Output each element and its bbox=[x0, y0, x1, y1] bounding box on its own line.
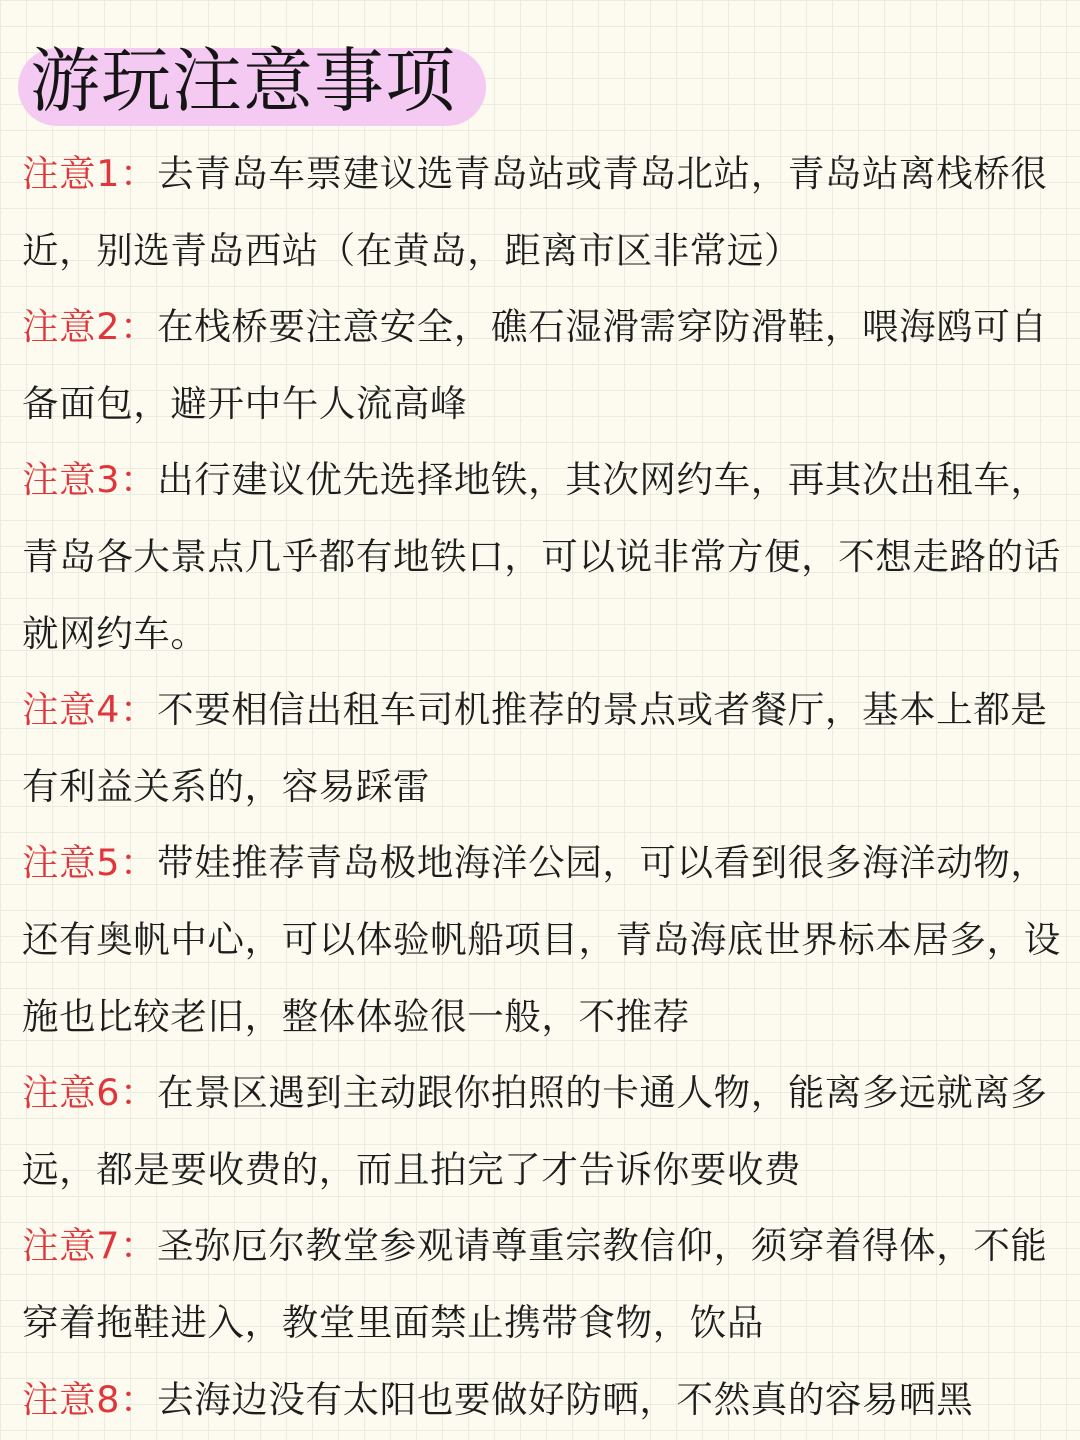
note-item-5 bbox=[22, 825, 1072, 1055]
page-title: 游玩注意事项 bbox=[30, 40, 456, 122]
note-text: 去青岛车票建议选青岛站或青岛北站，青岛站离栈桥很近，别选青岛西站（在黄岛，距离市区非常远） bbox=[22, 152, 1048, 272]
note-item-4 bbox=[22, 672, 1072, 825]
note-item-8 bbox=[22, 1362, 1072, 1439]
note-text: 出行建议优先选择地铁，其次网约车，再其次出租车，青岛各大景点几乎都有地铁口，可以说非常方便，不想走路的话就网约车。 bbox=[22, 458, 1061, 655]
note-label: 注意5： bbox=[22, 841, 158, 885]
note-text: 去海边没有太阳也要做好防晒，不然真的容易晒黑 bbox=[157, 1377, 974, 1421]
note-text: 带娃推荐青岛极地海洋公园，可以看到很多海洋动物，还有奥帆中心，可以体验帆船项目，青岛海底世界标本居多，设施也比较老旧，整体体验很一般，不推荐 bbox=[22, 841, 1061, 1038]
note-label: 注意3： bbox=[22, 458, 158, 502]
note-item-7 bbox=[22, 1208, 1072, 1361]
note-label: 注意2： bbox=[22, 305, 158, 349]
note-item-6 bbox=[22, 1055, 1072, 1208]
note-item-1 bbox=[22, 136, 1072, 289]
note-item-3 bbox=[22, 442, 1072, 672]
note-item-2 bbox=[22, 289, 1072, 442]
note-label: 注意8： bbox=[22, 1377, 158, 1421]
title-block bbox=[18, 34, 488, 130]
note-label: 注意4： bbox=[22, 688, 158, 732]
note-text: 圣弥厄尔教堂参观请尊重宗教信仰，须穿着得体，不能穿着拖鞋进入，教堂里面禁止携带食物，饮品 bbox=[22, 1224, 1048, 1344]
note-text: 在景区遇到主动跟你拍照的卡通人物，能离多远就离多远，都是要收费的，而且拍完了才告诉你要收费 bbox=[22, 1071, 1048, 1191]
note-text: 在栈桥要注意安全，礁石湿滑需穿防滑鞋，喂海鸥可自备面包，避开中午人流高峰 bbox=[22, 305, 1048, 425]
note-label: 注意6： bbox=[22, 1071, 158, 1115]
note-text: 不要相信出租车司机推荐的景点或者餐厅，基本上都是有利益关系的，容易踩雷 bbox=[22, 688, 1048, 808]
note-label: 注意1： bbox=[22, 152, 158, 195]
notes-list bbox=[22, 136, 1072, 1438]
note-label: 注意7： bbox=[22, 1224, 158, 1268]
